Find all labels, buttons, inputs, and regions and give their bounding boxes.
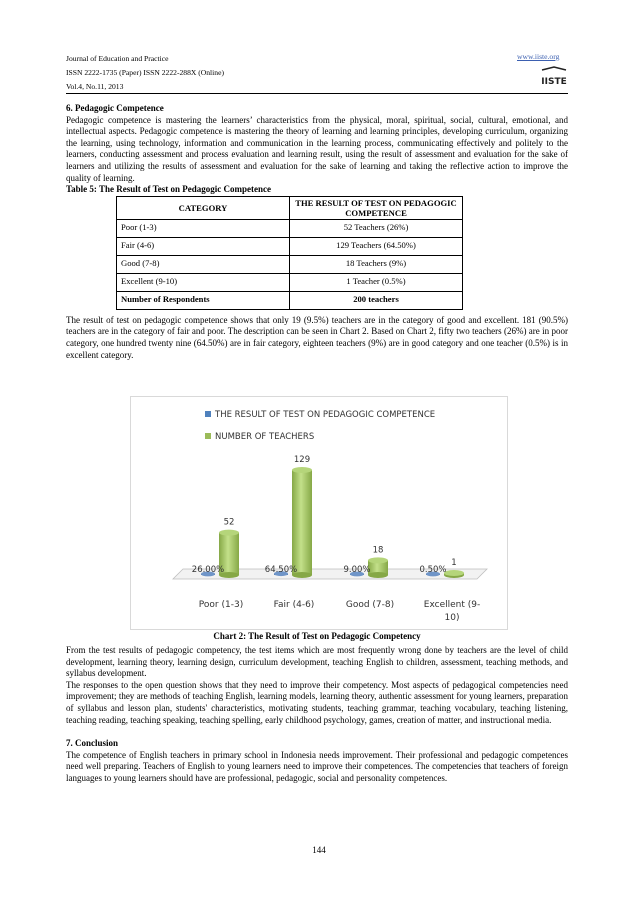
section-6-heading: 6. Pedagogic Competence — [66, 103, 164, 113]
bar-number-of-teachers-top — [368, 557, 388, 563]
data-label-teachers: 18 — [372, 545, 384, 556]
data-label-teachers: 129 — [293, 455, 311, 465]
header-divider — [66, 93, 568, 94]
legend-swatch — [205, 433, 211, 439]
bar-number-of-teachers-top — [219, 530, 239, 536]
table-row — [117, 255, 463, 273]
table-cell-category: Fair (4-6) — [117, 237, 290, 255]
data-label-percent: 26.00% — [191, 565, 225, 575]
table-cell-category: Poor (1-3) — [117, 219, 290, 237]
bar-number-of-teachers-top — [444, 570, 464, 576]
iiste-logo — [540, 66, 568, 90]
main-content — [66, 103, 568, 361]
chart-2-caption: Chart 2: The Result of Test on Pedagogic Competency — [213, 631, 421, 641]
legend-label: NUMBER OF TEACHERS — [215, 432, 315, 442]
chart-2 — [130, 396, 508, 630]
category-label: 10) — [444, 613, 460, 623]
bar-number-of-teachers-base — [368, 572, 388, 578]
table-total-label: Number of Respondents — [117, 291, 290, 309]
table-total-row — [117, 291, 463, 309]
journal-issn: ISSN 2222-1735 (Paper) ISSN 2222-288X (Online) — [66, 68, 224, 77]
data-label-percent: 64.50% — [264, 565, 298, 575]
table-row — [117, 237, 463, 255]
table-total-value: 200 teachers — [290, 291, 463, 309]
table-cell-category: Good (7-8) — [117, 255, 290, 273]
table-cell-result: 1 Teacher (0.5%) — [290, 273, 463, 291]
svg-text:IISTE: IISTE — [541, 77, 567, 87]
legend-label: THE RESULT OF TEST ON PEDAGOGIC COMPETENCE — [215, 410, 436, 420]
data-label-teachers: 1 — [451, 558, 457, 568]
section-7-paragraph: The competence of English teachers in primary school in Indonesia needs improvement. Their professional and pedagogic competences need well preparing. Teachers of English to young learners need to improve their competences. The competencies that teachers of foreign languages to young learners should have are professional, pedagogic, social and personality competences. — [66, 749, 568, 783]
open-question-paragraph: The responses to the open question shows that they need to improve their competency. Most aspects of pedagogical competencies need improvement; they are methods of teaching English, learning models, learning theory, authentic assessment for young learners, preparation of syllabus and lesson plan, students' characteristics, motivating students, teaching grammar, teaching vocabulary, teaching listening, teaching reading, teaching speaking, teaching spelling, early childhood psychology, games, creation of matter, and instructional media. — [66, 679, 568, 725]
table-row — [117, 219, 463, 237]
table-header-row — [117, 196, 463, 219]
table-5 — [116, 196, 463, 310]
results-paragraph: The result of test on pedagogic competence shows that only 19 (9.5%) teachers are in the category of good and excellent. 181 (90.5%) teachers are in the category of fair and poor. The description can be seen in Chart 2. Based on Chart 2, fifty two teachers (26%) are in poor category, one hundred twenty nine (64.50%) are in fair category, eighteen teachers (9%) are in good category and one teacher (0.5%) is in excellent category. — [66, 314, 568, 360]
page-number: 144 — [312, 845, 326, 855]
data-label-percent: 9.00% — [343, 565, 371, 575]
section-6-paragraph: Pedagogic competence is mastering the learners’ characteristics from the physical, moral, spiritual, social, cultural, emotional, and intellectual aspects. Pedagogic competence is mastering the theory of learning and learning principles, developing curriculum, organizing the learning, using technology, information and communication in the learning process, communicating effectively and politely to the learners, conducting assessment and process evaluation and learning result, using the result of assessment and evaluation for the sake of learners and utilizing the results of assessment and evaluation for the sake of learning and taking the reflective action to improve the quality of learning. — [66, 114, 568, 183]
table-5-caption: Table 5: The Result of Test on Pedagogic Competence — [66, 184, 272, 195]
journal-name: Journal of Education and Practice — [66, 54, 169, 63]
table-cell-result: 18 Teachers (9%) — [290, 255, 463, 273]
test-items-paragraph: From the test results of pedagogic competency, the test items which are most frequently wrong done by teachers are the level of child development, learning theory, learning design, curriculum development, teaching English to children, assessment, teaching methods, and syllabus development. — [66, 645, 568, 679]
legend-swatch — [205, 411, 211, 417]
journal-header — [66, 52, 566, 94]
chart-2-plot — [131, 397, 507, 629]
bar-number-of-teachers-top — [292, 467, 312, 473]
column-header-result: THE RESULT OF TEST ON PEDAGOGIC COMPETENCE — [290, 196, 463, 219]
category-label: Fair (4-6) — [273, 600, 315, 610]
table-cell-result: 129 Teachers (64.50%) — [290, 237, 463, 255]
journal-volume: Vol.4, No.11, 2013 — [66, 82, 124, 91]
category-label: Excellent (9- — [423, 600, 481, 610]
section-7-heading: 7. Conclusion — [66, 738, 119, 749]
table-row — [117, 273, 463, 291]
lower-content — [66, 645, 568, 785]
data-label-percent: 0.50% — [419, 565, 447, 575]
journal-website-link[interactable]: www.iiste.org — [517, 52, 560, 61]
category-label: Good (7-8) — [345, 600, 395, 610]
data-label-teachers: 52 — [223, 517, 235, 528]
category-label: Poor (1-3) — [198, 600, 244, 610]
bar-number-of-teachers — [292, 470, 312, 575]
table-cell-category: Excellent (9-10) — [117, 273, 290, 291]
table-cell-result: 52 Teachers (26%) — [290, 219, 463, 237]
column-header-category: CATEGORY — [117, 196, 290, 219]
